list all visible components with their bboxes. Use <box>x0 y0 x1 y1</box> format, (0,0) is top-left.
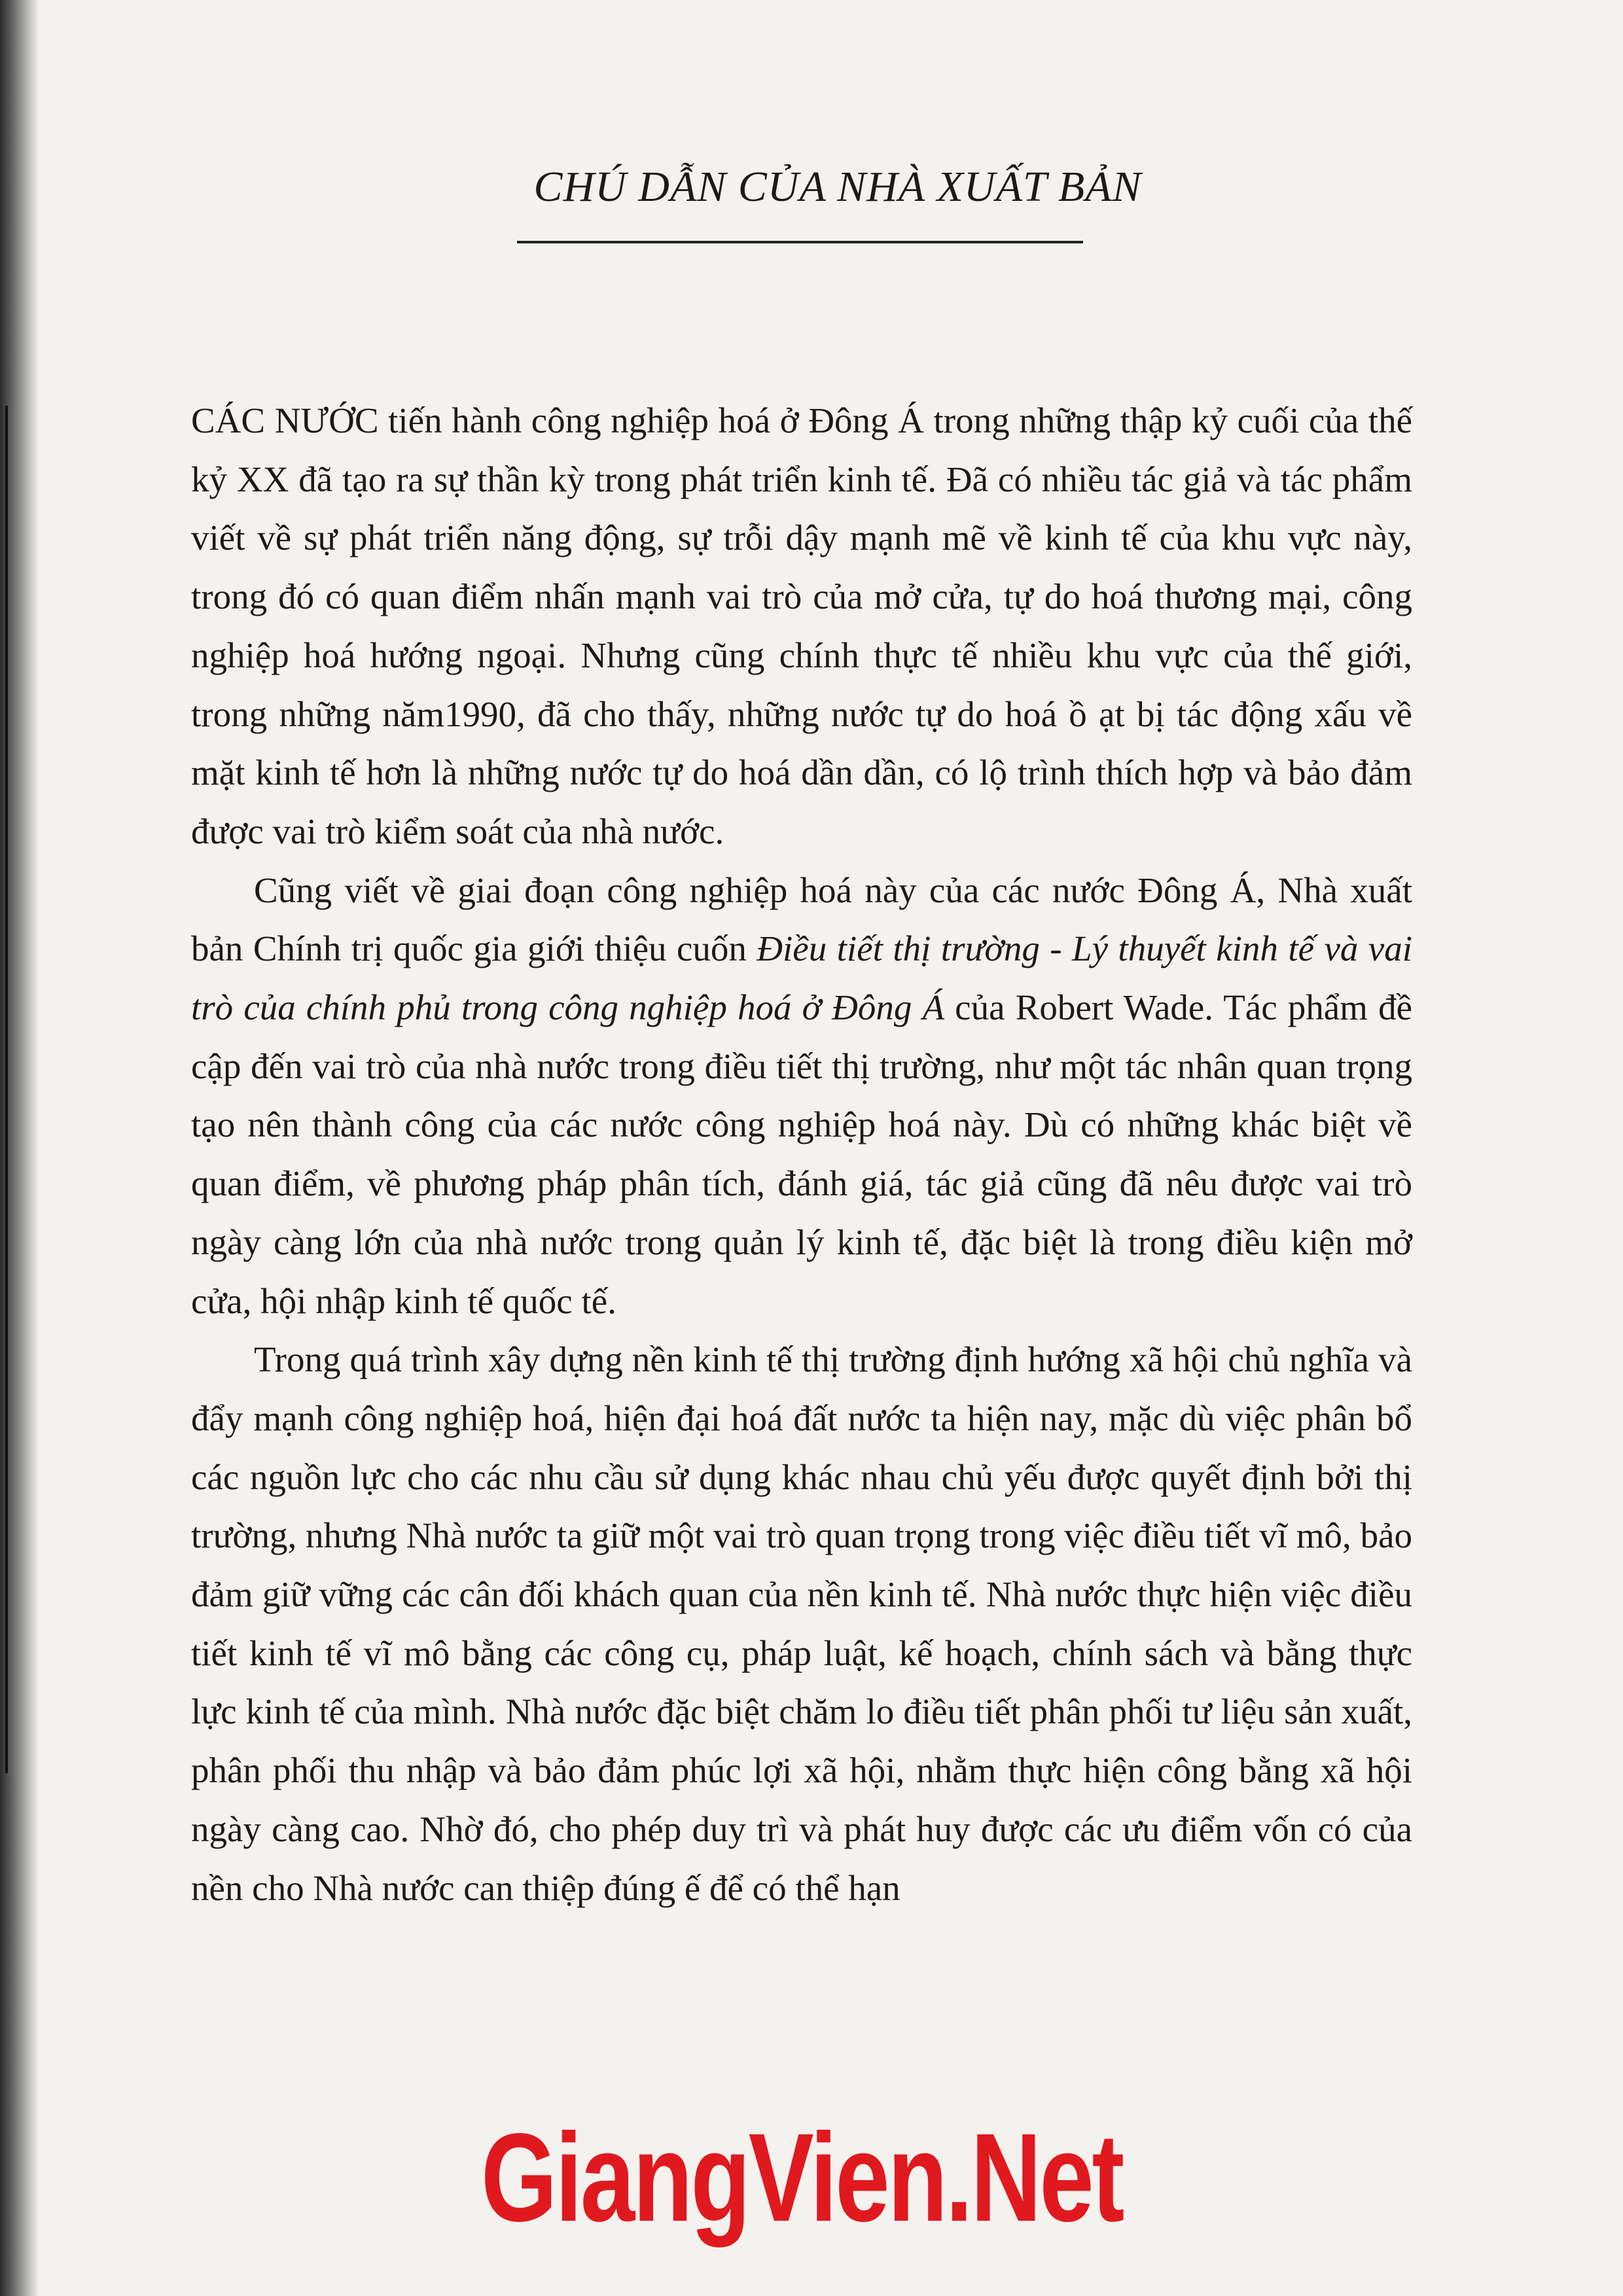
paragraph-1-lead: CÁC NƯỚC <box>191 400 379 440</box>
paragraph-2-before: Cũng viết về giai đoạn công nghiệp hoá này của các nước Đông Á, Nhà xuất bản Chính trị quốc gia giới thiệu cuốn <box>191 870 1412 969</box>
paragraph-2 <box>191 861 1412 1331</box>
paragraph-1-text: tiến hành công nghiệp hoá ở Đông Á trong những thập kỷ cuối của thế kỷ XX đã tạo ra sự thần kỳ trong phát triển kinh tế. Đã có nhiều tác giả và tác phẩm viết về sự phát triển năng động, sự trỗi dậy mạnh mẽ về kinh tế của khu vực này, trong đó có quan điểm nhấn mạnh vai trò của mở cửa, tự do hoá thương mại, công nghiệp hoá hướng ngoại. Nhưng cũng chính thực tế nhiều khu vực của thế giới, trong những năm1990, đã cho thấy, những nước tự do hoá ồ ạt bị tác động xấu về mặt kinh tế hơn là những nước tự do hoá dần dần, có lộ trình thích hợp và bảo đảm được vai trò kiểm soát của nhà nước. <box>191 400 1413 851</box>
watermark-logo: GiangVien.Net <box>481 2107 1123 2248</box>
paragraph-3-text: Trong quá trình xây dựng nền kinh tế thị trường định hướng xã hội chủ nghĩa và đẩy mạnh công nghiệp hoá, hiện đại hoá đất nước ta hiện nay, mặc dù việc phân bổ các nguồn lực cho các nhu cầu sử dụng khác nhau chủ yếu được quyết định bởi thị trường, nhưng Nhà nước ta giữ một vai trò quan trọng trong việc điều tiết vĩ mô, bảo đảm giữ vững các cân đối khách quan của nền kinh tế. Nhà nước thực hiện việc điều tiết kinh tế vĩ mô bằng các công cụ, pháp luật, kế hoạch, chính sách và bằng thực lực kinh tế của mình. Nhà nước đặc biệt chăm lo điều tiết phân phối tư liệu sản xuất, phân phối thu nhập và bảo đảm phúc lợi xã hội, nhằm thực hiện công bằng xã hội ngày càng cao. Nhờ đó, cho phép duy trì và phát huy được các ưu điểm vốn có của nền <box>191 1339 1412 1908</box>
page-title: CHÚ DẪN CỦA NHÀ XUẤT BẢN <box>533 163 1142 211</box>
paragraph-3-tail-1: cho Nhà nước <box>252 1867 455 1908</box>
paragraph-2-after: của Robert Wade. Tác phẩm đề cập đến vai trò của nhà nước trong điều tiết thị trường, như một tác nhân quan trọng tạo nên thành công của các nước công nghiệp hoá này. Dù có những khác biệt về quan điểm, về phương pháp phân tích, đánh giá, tác giả cũng đã nêu được vai trò ngày càng lớn của nhà nước trong quản lý kinh tế, đặc biệt là trong điều kiện mở cửa, hội nhập kinh tế quốc tế. <box>191 987 1412 1321</box>
scan-edge-mark <box>5 406 8 1773</box>
paragraph-1 <box>191 391 1412 861</box>
title-underline <box>517 241 1083 243</box>
body-text <box>191 391 1412 1917</box>
paragraph-3 <box>191 1330 1412 1917</box>
paragraph-3-tail-2-start: can thiệp đúng <box>463 1867 676 1908</box>
paragraph-3-tail-2-end: ế để có thể hạn <box>684 1867 901 1908</box>
book-title: Điều tiết thị trường - Lý thuyết kinh tế và vai trò của chính phủ trong công nghiệp hoá ở Đông Á <box>191 928 1413 1028</box>
